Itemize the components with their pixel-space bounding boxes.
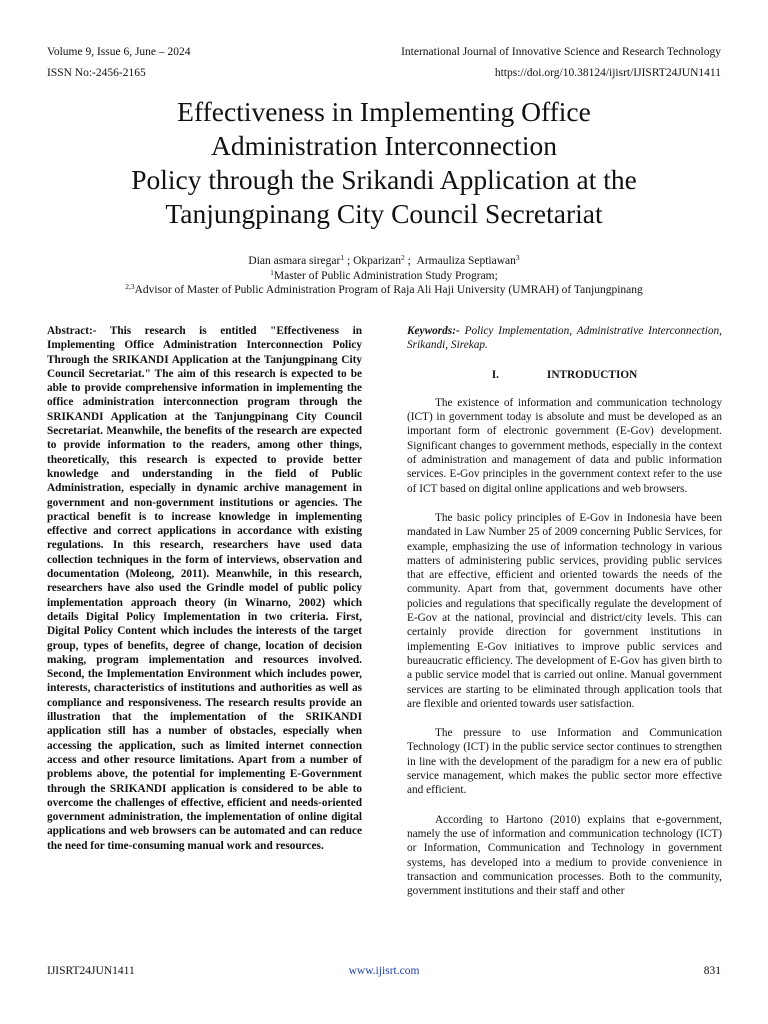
title-line: Policy through the Srikandi Application at the: [131, 164, 637, 195]
section-heading: [407, 368, 722, 382]
right-column: [407, 324, 722, 913]
author-2: Okparizan: [353, 255, 401, 267]
title-line: Administration Interconnection: [211, 130, 557, 161]
issn: ISSN No:-2456-2165: [47, 67, 146, 79]
author-3: Armauliza Septiawan: [416, 255, 516, 267]
doi-link[interactable]: https://doi.org/10.38124/ijisrt/IJISRT24JUN1411: [494, 67, 721, 79]
paragraph: The basic policy principles of E-Gov in Indonesia have been mandated in Law Number 25 of 2009 concerning Public Services, for example, emphasizing the use of information technology in various matters of administering public services, providing public services that are effective, efficient and oriented towards the needs of the community. Apart from that, government documents have other policies and regulations that specifically regulate the development of E-Gov at the national, provincial and district/city levels. This can certainly provide direction for government institutions in implementing E-Gov initiatives to improve public services and bureaucratic efficiency. The development of E-Gov has given birth to a public service model that is carried out online. Manual government services are starting to be eliminated through application tools that are flexible and oriented towards user satisfaction.: [407, 511, 722, 710]
affiliation-2: $^{2,3}$Advisor of Master of Public Administration Program of Raja Ali Haji University (UMRAH) of Tanjungpinang: [125, 282, 643, 296]
footer-site-link[interactable]: www.ijisrt.com: [348, 965, 420, 977]
paragraph: The existence of information and communication technology (ICT) in government today is absolute and must be developed as an important form of electronic government (E-Gov) development. Significant changes to government methods, especially in the context of administration and management of data and public information services. E-Gov principles in the government context refer to the use of ICT based on digital online applications and web browsers.: [407, 396, 722, 495]
section-number: I.: [491, 368, 499, 381]
left-column: [47, 324, 362, 853]
paper-title: [60, 95, 708, 231]
author-names: Dian asmara siregar$^1$ ; Okparizan$^2$ ; Armauliza Septiawan$^3$: [248, 253, 520, 267]
keywords-label: Keywords:-: [407, 325, 460, 337]
author-block: [40, 254, 728, 298]
journal-name: International Journal of Innovative Science and Research Technology: [401, 46, 721, 58]
abstract: Abstract:- This research is entitled "Effectiveness in Implementing Office Administration Interconnection Policy Through the SRIKANDI Application at the Tanjungpinang City Council Secretariat." The aim of this research is expected to be able to provide comprehensive information in implementing the office administration interconnection program through the SRIKANDI Application at the Tanjungpinang City Council Secretariat. Meanwhile, the benefits of the research are expected to provide information to the readers, among other things, theoretically, this research is expected to provide better knowledge and understanding in the field of Public Administration, especially in dynamic archive management in government and non-government institutions or agencies. The practical benefit is to increase knowledge in implementing effective and correct applications in accordance with existing regulations. In this research, researchers have used data collection techniques in the form of interviews, observation and documentation (Moleong, 2011). Meanwhile, in this research, researchers have also used the Grindle model of public policy implementation approach theory (in Winarno, 2002) which details Digital Policy Implementation in two criteria. First, Digital Policy Content which includes the interests of the target group, types of benefits, degree of change, location of decision making, program implementation and resources involved. Second, the Implementation Environment which includes power, interests, characteristics of institutions and authorities as well as compliance and responsiveness. The research results provide an illustration that the implementation of the SRIKANDI application still has a number of obstacles, especially when accessing the application, such as limited internet connection access and other resource limitations. Apart from a number of problems above, the potential for implementing E-Government through the SRIKANDI application is considered to be able to overcome the challenges of effective, efficient and needs-oriented government administration, the implementation of online digital applications and web browsers can be automated and can reduce the need for time-consuming manual work and resources.: [47, 325, 362, 852]
title-line: Tanjungpinang City Council Secretariat: [165, 198, 603, 229]
author-1: Dian asmara siregar: [248, 255, 341, 267]
page-number: 831: [703, 965, 721, 977]
keywords: [407, 324, 722, 353]
affiliation-1: $^1$Master of Public Administration Study Program;: [270, 267, 498, 282]
keywords-text: Policy Implementation, Administrative Interconnection, Srikandi, Sirekap.: [407, 325, 723, 352]
volume-info: Volume 9, Issue 6, June – 2024: [47, 46, 191, 58]
title-line: Effectiveness in Implementing Office: [177, 96, 591, 127]
paragraph: The pressure to use Information and Communication Technology (ICT) in the public service sector continues to strengthen in line with the development of the paradigm for a new era of public service management, which makes the public sector more effective and efficient.: [407, 727, 722, 797]
section-title: INTRODUCTION: [546, 368, 638, 381]
footer-code: IJISRT24JUN1411: [47, 965, 135, 977]
paragraph: According to Hartono (2010) explains that e-government, namely the use of information and communication technology (ICT) or Information, Communication and Technology in government systems, has developed into a medium to provide convenience in transaction and communication processes. Both to the community, government institutions and their staff and other: [407, 813, 722, 898]
